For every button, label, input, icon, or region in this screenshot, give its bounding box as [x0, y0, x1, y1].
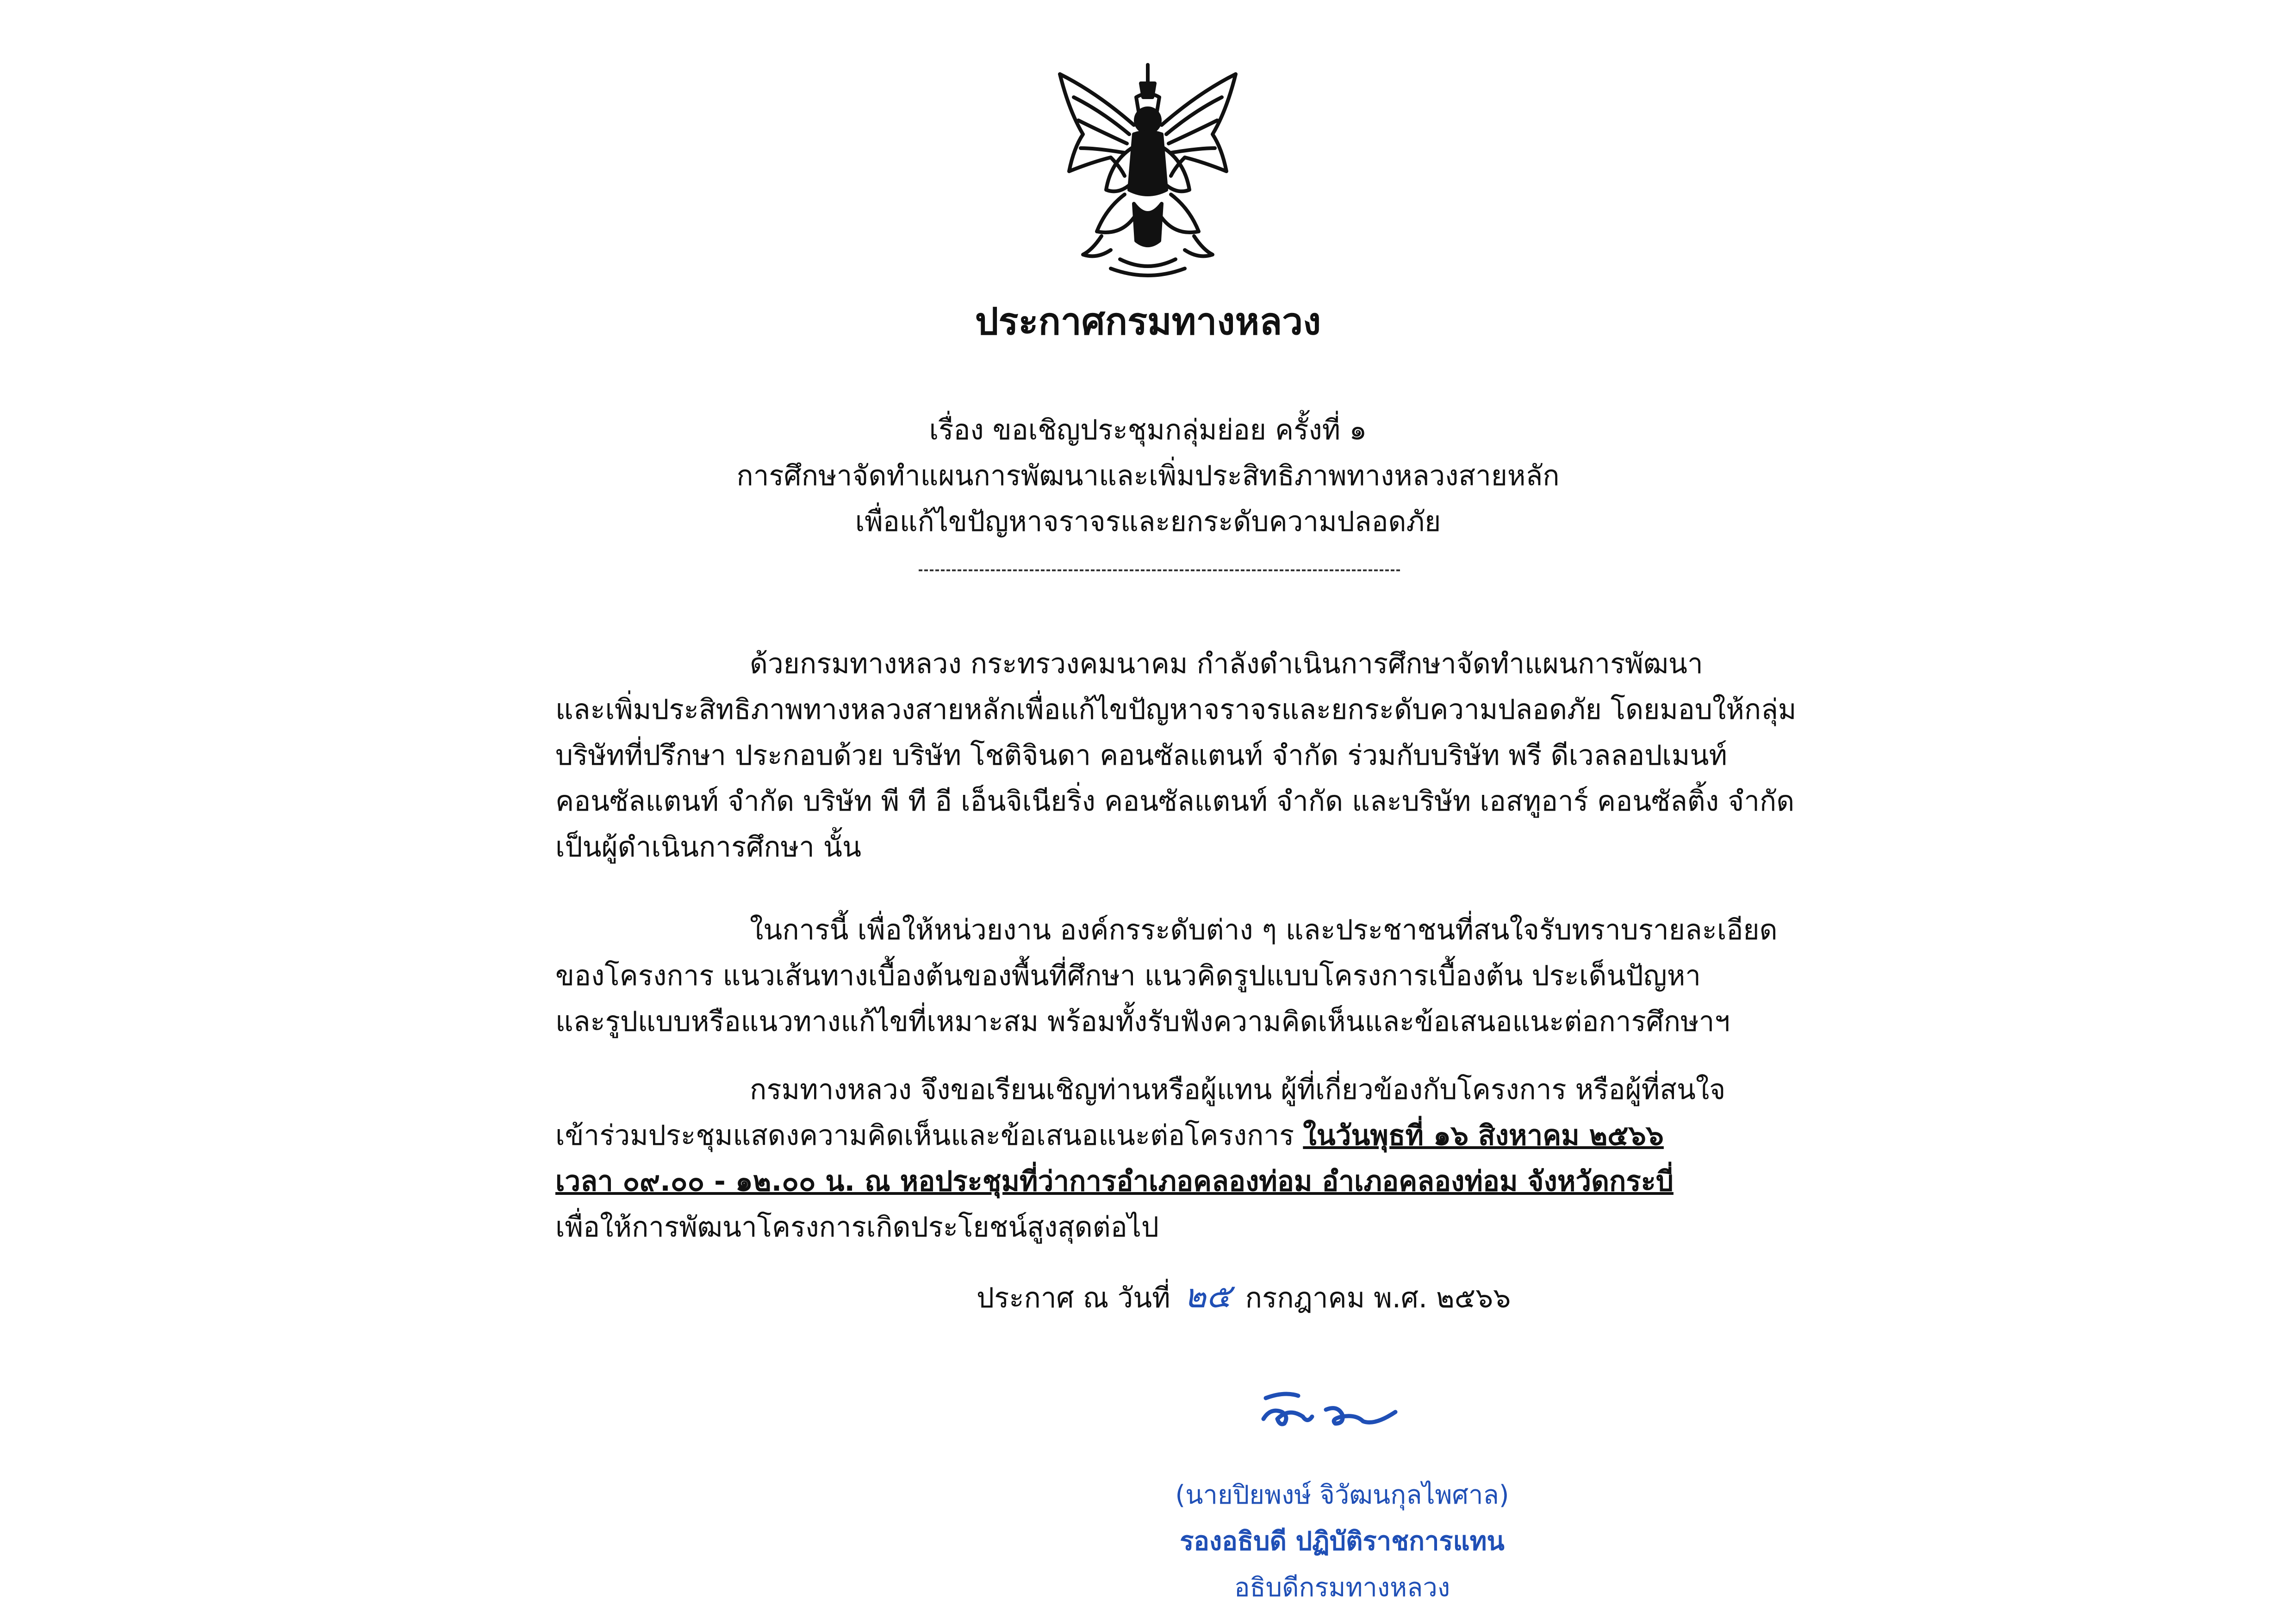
announcement-date: [977, 1273, 1511, 1321]
signer-position: รองอธิบดี ปฏิบัติราชการแทน: [1180, 1526, 1505, 1556]
paragraph-line: กรมทางหลวง จึงขอเรียนเชิญท่านหรือผู้แทน ผู้ที่เกี่ยวข้องกับโครงการ หรือผู้ที่สนใจ: [750, 1074, 1726, 1106]
date-month-year: กรกฎาคม พ.ศ. ๒๕๖๖: [1245, 1282, 1511, 1314]
paragraph-line: บริษัทที่ปรึกษา ประกอบด้วย บริษัท โชติจินดา คอนซัลแตนท์ จำกัด ร่วมกับบริษัท พรี ดีเวลลอปเมนท์: [555, 739, 1727, 772]
subject-line: การศึกษาจัดทำแผนการพัฒนาและเพิ่มประสิทธิภาพทางหลวงสายหลัก: [736, 460, 1560, 492]
dashed-divider: [919, 569, 1400, 571]
subject-line: เรื่อง ขอเชิญประชุมกลุ่มย่อย ครั้งที่ ๑: [929, 414, 1367, 446]
meeting-date: ในวันพุธที่ ๑๖ สิงหาคม ๒๕๖๖: [1303, 1119, 1664, 1152]
handwritten-day: ๒๕: [1184, 1276, 1232, 1315]
paragraph-invitation: [555, 1067, 1759, 1250]
garuda-emblem-icon: [1041, 56, 1254, 282]
document-title: ประกาศกรมทางหลวง: [975, 300, 1321, 343]
signer-block: [1064, 1472, 1620, 1611]
paragraph-line: ในการนี้ เพื่อให้หน่วยงาน องค์กรระดับต่าง ๆ และประชาชนที่สนใจรับทราบรายละเอียด: [750, 914, 1778, 946]
date-prefix: ประกาศ ณ วันที่: [977, 1282, 1170, 1314]
paragraph-line: และรูปแบบหรือแนวทางแก้ไขที่เหมาะสม พร้อมทั้งรับฟังความคิดเห็นและข้อเสนอแนะต่อการศึกษาฯ: [555, 1006, 1730, 1038]
paragraph-purpose: [555, 907, 1778, 1045]
paragraph-line: ด้วยกรมทางหลวง กระทรวงคมนาคม กำลังดำเนินการศึกษาจัดทำแผนการพัฒนา: [750, 648, 1703, 680]
paragraph-line: ของโครงการ แนวเส้นทางเบื้องต้นของพื้นที่ศึกษา แนวคิดรูปแบบโครงการเบื้องต้น ประเด็นปัญหา: [555, 960, 1701, 992]
paragraph-background: [555, 641, 1797, 870]
paragraph-line: และเพิ่มประสิทธิภาพทางหลวงสายหลักเพื่อแก้ไขปัญหาจราจรและยกระดับความปลอดภัย โดยมอบให้กลุ่ม: [555, 693, 1797, 726]
signer-name: (นายปิยพงษ์ จิวัฒนกุลไพศาล): [1175, 1480, 1509, 1510]
signer-organization: อธิบดีกรมทางหลวง: [1234, 1573, 1450, 1603]
handwritten-signature: [1257, 1380, 1405, 1435]
paragraph-line: [555, 1113, 1759, 1159]
subject-block: [555, 407, 1741, 545]
subject-line: เพื่อแก้ไขปัญหาจราจรและยกระดับความปลอดภัย: [855, 506, 1441, 538]
meeting-time-venue: เวลา ๐๙.๐๐ - ๑๒.๐๐ น. ณ หอประชุมที่ว่าการอำเภอคลองท่อม อำเภอคลองท่อม จังหวัดกระบี่: [555, 1165, 1674, 1198]
paragraph-line: เพื่อให้การพัฒนาโครงการเกิดประโยชน์สูงสุดต่อไป: [555, 1211, 1159, 1243]
paragraph-line: คอนซัลแตนท์ จำกัด บริษัท พี ที อี เอ็นจิเนียริ่ง คอนซัลแตนท์ จำกัด และบริษัท เอสทูอาร์ คอนซัลติ้ง จำกัด: [555, 785, 1795, 818]
invitation-text: เข้าร่วมประชุมแสดงความคิดเห็นและข้อเสนอแนะต่อโครงการ: [555, 1119, 1303, 1152]
paragraph-line: เป็นผู้ดำเนินการศึกษา นั้น: [555, 831, 861, 863]
